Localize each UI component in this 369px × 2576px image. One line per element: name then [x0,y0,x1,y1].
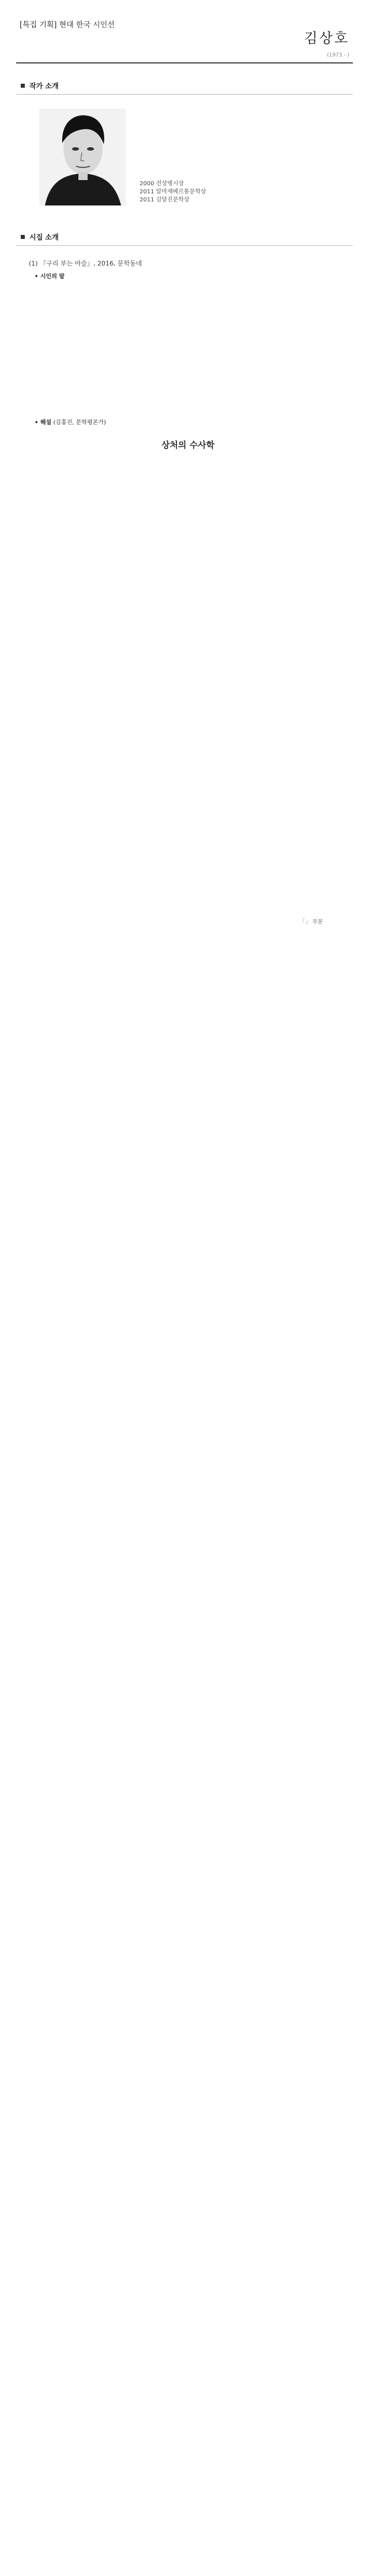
essay-paragraph [33,1306,338,1399]
section-heading-label: 시집 소개 [29,233,59,241]
toc-item [44,326,347,334]
text-line [33,1654,338,1663]
section-heading-label: 작가 소개 [29,82,59,90]
text-line [33,1235,338,1244]
text-line [33,1635,338,1644]
text-line [33,1799,338,1808]
section-heading-bio [21,81,353,91]
essay-title: 상처의 수사학 [161,440,215,450]
text-line [33,1490,338,1499]
review-author: (김홍진, 문학평론가) [53,420,106,426]
poet-heading [304,15,349,58]
text-line [33,1334,338,1343]
text-line [33,1891,338,1901]
text-line [33,1607,338,1617]
quote-line [51,859,338,872]
text-line [33,1689,338,1699]
text-line [33,1280,338,1289]
text-line [33,1315,338,1325]
text-line [140,143,341,152]
text-line [33,487,338,496]
text-line [33,1025,338,1034]
text-line [33,970,338,979]
text-line [33,1462,338,1471]
essay-paragraph [33,1125,338,1199]
poet-portrait [39,109,126,205]
text-line [33,1007,338,1016]
text-line [33,734,338,743]
text-line [33,1781,338,1790]
bio-text [126,109,341,204]
text-line [33,1663,338,1672]
text-line [33,1617,338,1626]
text-line [33,1818,338,1827]
text-line [140,152,341,160]
text-line [33,1680,338,1689]
quote-source-close: 」 부분 [305,919,323,925]
text-line [33,1745,338,1754]
toc-item [44,291,347,300]
text-line [33,1252,338,1261]
essay-paragraph [33,468,338,570]
text-line [33,998,338,1007]
text-line [33,587,338,596]
text-line [33,1080,338,1089]
text-line [33,1190,338,1199]
text-line [33,1098,338,1108]
text-line [33,1535,338,1544]
text-line [33,697,338,706]
text-line [33,578,338,587]
text-line [33,1644,338,1654]
text-line [140,169,341,178]
text-line [33,706,338,715]
text-line [33,1544,338,1553]
toc-item [44,282,347,291]
text-line [33,1882,338,1891]
text-line [33,514,338,524]
text-line [33,1836,338,1845]
text-line [33,1553,338,1562]
text-line [33,1153,338,1162]
text-line [33,952,338,961]
quote-line [51,872,338,885]
text-line [33,1352,338,1362]
text-line [33,1325,338,1334]
text-line [33,1572,338,1581]
text-line [33,1471,338,1480]
text-line [33,1071,338,1080]
essay-paragraph [33,1207,338,1244]
text-line [33,1699,338,1708]
quote-line [51,775,338,788]
quote-line [51,840,338,853]
quote-line [51,795,338,807]
text-line [140,117,341,126]
text-line [33,943,338,952]
text-line [33,1771,338,1781]
text-line [33,1061,338,1071]
text-line [140,126,341,134]
text-line [33,1736,338,1745]
text-line [33,1180,338,1190]
text-line [33,1125,338,1134]
text-line [33,989,338,998]
text-line [33,533,338,542]
header-divider [16,62,353,63]
text-line [33,524,338,533]
text-line [33,1207,338,1216]
portrait-graphic [39,109,126,205]
essay-body [16,458,353,1910]
text-line [33,1261,338,1270]
text-line [33,1827,338,1836]
text-line [33,477,338,487]
text-line [33,633,338,642]
text-line [33,1371,338,1380]
poem-quotation [33,762,338,917]
text-line [33,1453,338,1462]
essay-paragraph [33,1771,338,1910]
text-line [33,1864,338,1873]
text-line [33,1717,338,1726]
text-line [33,1216,338,1225]
award-item: 2011 알마재베르통문학상 [140,189,206,195]
toc-item [44,343,347,352]
text-line [33,652,338,661]
toc-label: • 시인의 말 [35,274,65,280]
text-line [33,642,338,652]
toc-item [44,317,347,326]
quote-line [51,807,338,820]
text-line [33,678,338,687]
document-header [16,15,353,58]
poet-name: 김상호 [304,30,349,46]
quote-line [51,904,338,917]
text-line [33,1790,338,1799]
text-line [33,1425,338,1434]
text-line [33,1507,338,1516]
text-line [33,1873,338,1882]
essay-paragraph [33,578,338,670]
text-line [33,1598,338,1607]
text-line [33,542,338,551]
text-line [33,1526,338,1535]
text-line [33,1562,338,1572]
award-list [140,180,341,204]
text-line [33,1143,338,1153]
text-line [33,1434,338,1444]
feature-category: [특집 기획] 현대 한국 시인선 [20,21,115,29]
text-line [33,715,338,724]
essay-paragraph [33,678,338,743]
award-item: 2000 전상병시상 [140,181,184,187]
text-line [33,496,338,505]
square-bullet-icon [21,235,25,239]
poet-years: (1973 - ) [327,53,349,58]
text-line [33,1708,338,1717]
text-line [33,979,338,989]
award-item: 2011 김달진문학상 [140,197,190,203]
text-line [33,1343,338,1352]
works-section [16,246,353,451]
text-line [33,1416,338,1425]
essay-paragraph [33,1407,338,1499]
text-line [33,1306,338,1315]
text-line [33,1480,338,1490]
text-line [140,134,341,143]
review-credit [35,417,347,426]
square-bullet-icon [21,84,25,88]
work-entry-title: (1) 『구리 부는 아슬』, 2016, 문학동네 [29,260,142,267]
text-line [33,1289,338,1298]
section-heading-works [21,232,353,242]
toc-list [29,282,347,415]
quote-source [33,917,338,925]
text-line [33,661,338,670]
essay-paragraph [33,1507,338,1581]
text-line [33,615,338,624]
text-line [33,624,338,633]
essay-paragraph [33,1589,338,1672]
text-line [33,1808,338,1818]
quote-source-open: 「 [299,919,306,925]
bio-paragraph [140,109,341,178]
text-line [33,1444,338,1453]
text-line [33,1134,338,1143]
toc-item [44,352,347,360]
text-line [33,1407,338,1416]
toc-item [44,383,347,392]
text-line [33,961,338,970]
text-line [33,1901,338,1910]
text-line [33,468,338,477]
essay-paragraph [33,1025,338,1117]
text-line [33,560,338,570]
toc-item [44,406,347,415]
text-line [33,1380,338,1389]
text-line [33,724,338,734]
text-line [33,1225,338,1235]
text-line [140,109,341,117]
toc-item [44,334,347,343]
quote-line [51,827,338,840]
text-line [33,1052,338,1061]
text-line [33,605,338,615]
text-line [33,596,338,605]
toc-item [44,300,347,308]
quote-line [51,892,338,904]
quote-line [51,762,338,775]
text-line [33,1034,338,1043]
text-line [33,1754,338,1763]
bio-section [16,95,353,205]
text-line [33,1171,338,1180]
toc-item [44,375,347,383]
text-line [33,1089,338,1098]
text-line [33,505,338,514]
text-line [33,687,338,697]
text-line [33,1108,338,1117]
text-line [33,1516,338,1526]
essay-paragraph [33,1680,338,1763]
text-line [33,1043,338,1052]
text-line [33,1626,338,1635]
toc-item [44,360,347,369]
text-line [33,1162,338,1171]
toc-item [44,308,347,317]
text-line [33,1362,338,1371]
text-line [33,551,338,560]
review-label: • 해설 [35,420,52,426]
text-line [33,1270,338,1280]
toc-item [44,398,347,406]
text-line [140,160,341,169]
text-line [33,1726,338,1736]
text-line [33,1845,338,1855]
essay-paragraph [33,1252,338,1298]
essay-paragraph [33,943,338,1016]
text-line [33,1389,338,1399]
text-line [33,1855,338,1864]
text-line [33,1589,338,1598]
